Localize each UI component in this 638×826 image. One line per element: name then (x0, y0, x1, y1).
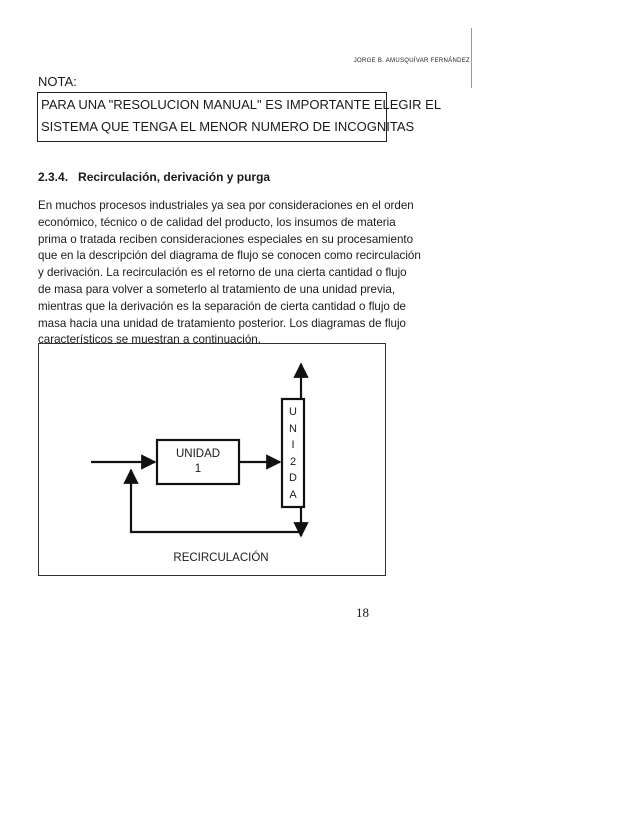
note-box (37, 92, 442, 142)
section-heading (38, 170, 270, 184)
unit-1-label (159, 447, 237, 477)
unit-2-label (281, 404, 305, 503)
unit-1-title: UNIDAD (175, 448, 221, 460)
running-header: JORGE B. AMUSQUÍVAR FERNÁNDEZ (353, 58, 470, 64)
paragraph-line: que en la descripción del diagrama de flujo se conocen como recirculación (38, 249, 421, 263)
paragraph-line: En muchos procesos industriales ya sea por consideraciones en el orden (38, 199, 414, 212)
unit-2-letter: U (289, 406, 297, 418)
unit-2-letter: N (289, 422, 297, 435)
unit-1-number: 1 (194, 463, 202, 475)
paragraph-line: masa hacia una unidad de tratamiento posterior. Los diagramas de flujo (38, 316, 407, 330)
page-number: 18 (356, 605, 369, 620)
paragraph-line: mientras que la derivación es la separación de cierta cantidad o flujo de (38, 299, 406, 313)
unit-2-letter: 2 (289, 455, 297, 468)
scan-edge-line (471, 28, 472, 88)
paragraph-line: económico, técnico o de calidad del producto, los insumos de materia (38, 215, 396, 229)
paragraph-line: de masa para volver a someterlo al tratamiento de una unidad previa, (38, 282, 396, 296)
body-paragraph (38, 198, 421, 349)
note-label: NOTA: (38, 74, 77, 89)
unit-2-letter: A (289, 488, 297, 501)
section-title-text: Recirculación, derivación y purga (78, 170, 271, 184)
recirculation-label: RECIRCULACIÓN (173, 552, 269, 564)
note-line-2: SISTEMA QUE TENGA EL MENOR NUMERO DE INCOGNITAS (41, 119, 415, 134)
recirculation-diagram (38, 343, 386, 576)
note-line-1: PARA UNA "RESOLUCION MANUAL" ES IMPORTANTE ELEGIR EL (41, 97, 442, 112)
unit-2-letter: I (291, 439, 295, 451)
paragraph-line: prima o tratada reciben consideraciones especiales en su procesamiento (38, 232, 414, 246)
paragraph-line: característicos se muestran a continuación. (38, 333, 261, 347)
section-number: 2.3.4. (38, 170, 69, 184)
unit-2-letter: D (289, 472, 297, 484)
paragraph-line: y derivación. La recirculación es el retorno de una cierta cantidad o flujo (38, 266, 407, 280)
